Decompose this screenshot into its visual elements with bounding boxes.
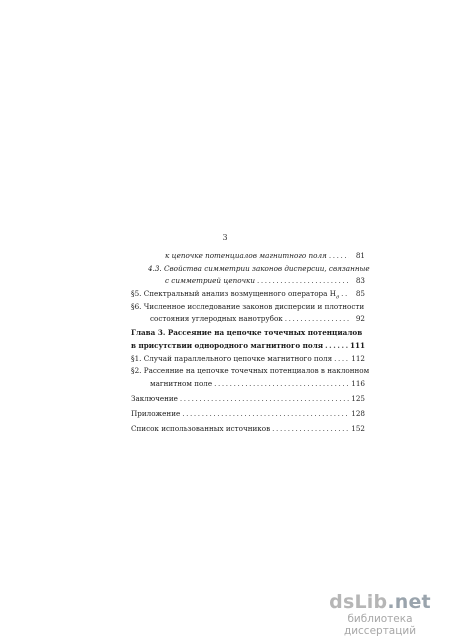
toc-leader-dots — [180, 394, 349, 403]
toc-page-number: 85 — [355, 289, 365, 298]
toc-entry-text: Заключение — [131, 394, 178, 403]
toc-entry-ch3-sec2 — [131, 366, 370, 375]
toc-leader-dots — [334, 354, 349, 363]
toc-entry-text: к цепочке потенциалов магнитного поля — [165, 251, 327, 260]
toc-entry-ch2-sec6-cont — [150, 314, 365, 323]
toc-entry-ch2-4-3 — [148, 264, 370, 273]
toc-entry-references — [131, 424, 365, 433]
toc-entry-text: §6. Численное исследование законов дисперсии и плотности — [131, 302, 365, 311]
dslib-logo: dsLib.net — [329, 591, 431, 613]
dslib-watermark — [320, 592, 440, 637]
toc-entry-text: магнитном поле — [150, 379, 213, 388]
toc-leader-dots — [325, 341, 348, 350]
dslib-subtitle: библиотека диссертаций — [343, 613, 417, 637]
toc-entry-text: 4.3. Свойства симметрии законов дисперсии, связанные — [148, 264, 370, 273]
toc-page-number: 128 — [351, 409, 365, 418]
toc-leader-dots — [257, 276, 349, 285]
toc-entry-appendix — [131, 409, 365, 418]
toc-entry-ch2-4-2-cont — [165, 251, 365, 260]
toc-page-number: 111 — [349, 341, 365, 350]
toc-entry-ch3-sec2-cont — [150, 379, 365, 388]
toc-leader-dots — [285, 314, 349, 323]
toc-entry-ch3-sec1 — [131, 354, 365, 363]
toc-page-number: 152 — [351, 424, 365, 433]
toc-entry-text: §5. Спектральный анализ возмущенного оператора $H_д$ — [131, 289, 340, 301]
toc-entry-text: §2. Рассеяние на цепочке точечных потенциалов в наклонном — [131, 366, 370, 375]
toc-chapter-title: Глава 3. Рассеяние на цепочке точечных потенциалов — [131, 328, 363, 337]
toc-entry-conclusion — [131, 394, 365, 403]
page-number: 3 — [222, 233, 228, 242]
toc-page-number: 125 — [351, 394, 365, 403]
toc-chapter-title: в присутствии однородного магнитного поля — [131, 341, 324, 350]
toc-leader-dots — [214, 379, 349, 388]
toc-entry-text: Список использованных источников — [131, 424, 271, 433]
toc-page-number: 116 — [351, 379, 365, 388]
toc-entry-chapter-3 — [131, 328, 365, 337]
toc-entry-text: состояния углеродных нанотрубок — [150, 314, 283, 323]
toc-entry-ch2-sec5 — [131, 289, 365, 302]
toc-leader-dots — [329, 251, 349, 260]
toc-entry-text: §1. Случай параллельного цепочке магнитного поля — [131, 354, 333, 363]
toc-page-number: 83 — [355, 276, 365, 285]
toc-entry-ch2-4-3-cont — [165, 276, 365, 285]
toc-entry-ch2-sec6 — [131, 302, 365, 311]
toc-entry-text: с симметрией цепочки — [165, 276, 255, 285]
toc-leader-dots — [272, 424, 349, 433]
toc-page-number: 112 — [351, 354, 365, 363]
toc-leader-dots — [341, 289, 349, 298]
toc-entry-chapter-3-cont — [131, 341, 365, 350]
toc-leader-dots — [182, 409, 349, 418]
toc-entry-text: Приложение — [131, 409, 181, 418]
toc-page-number: 92 — [355, 314, 365, 323]
toc-page-number: 81 — [355, 251, 365, 260]
